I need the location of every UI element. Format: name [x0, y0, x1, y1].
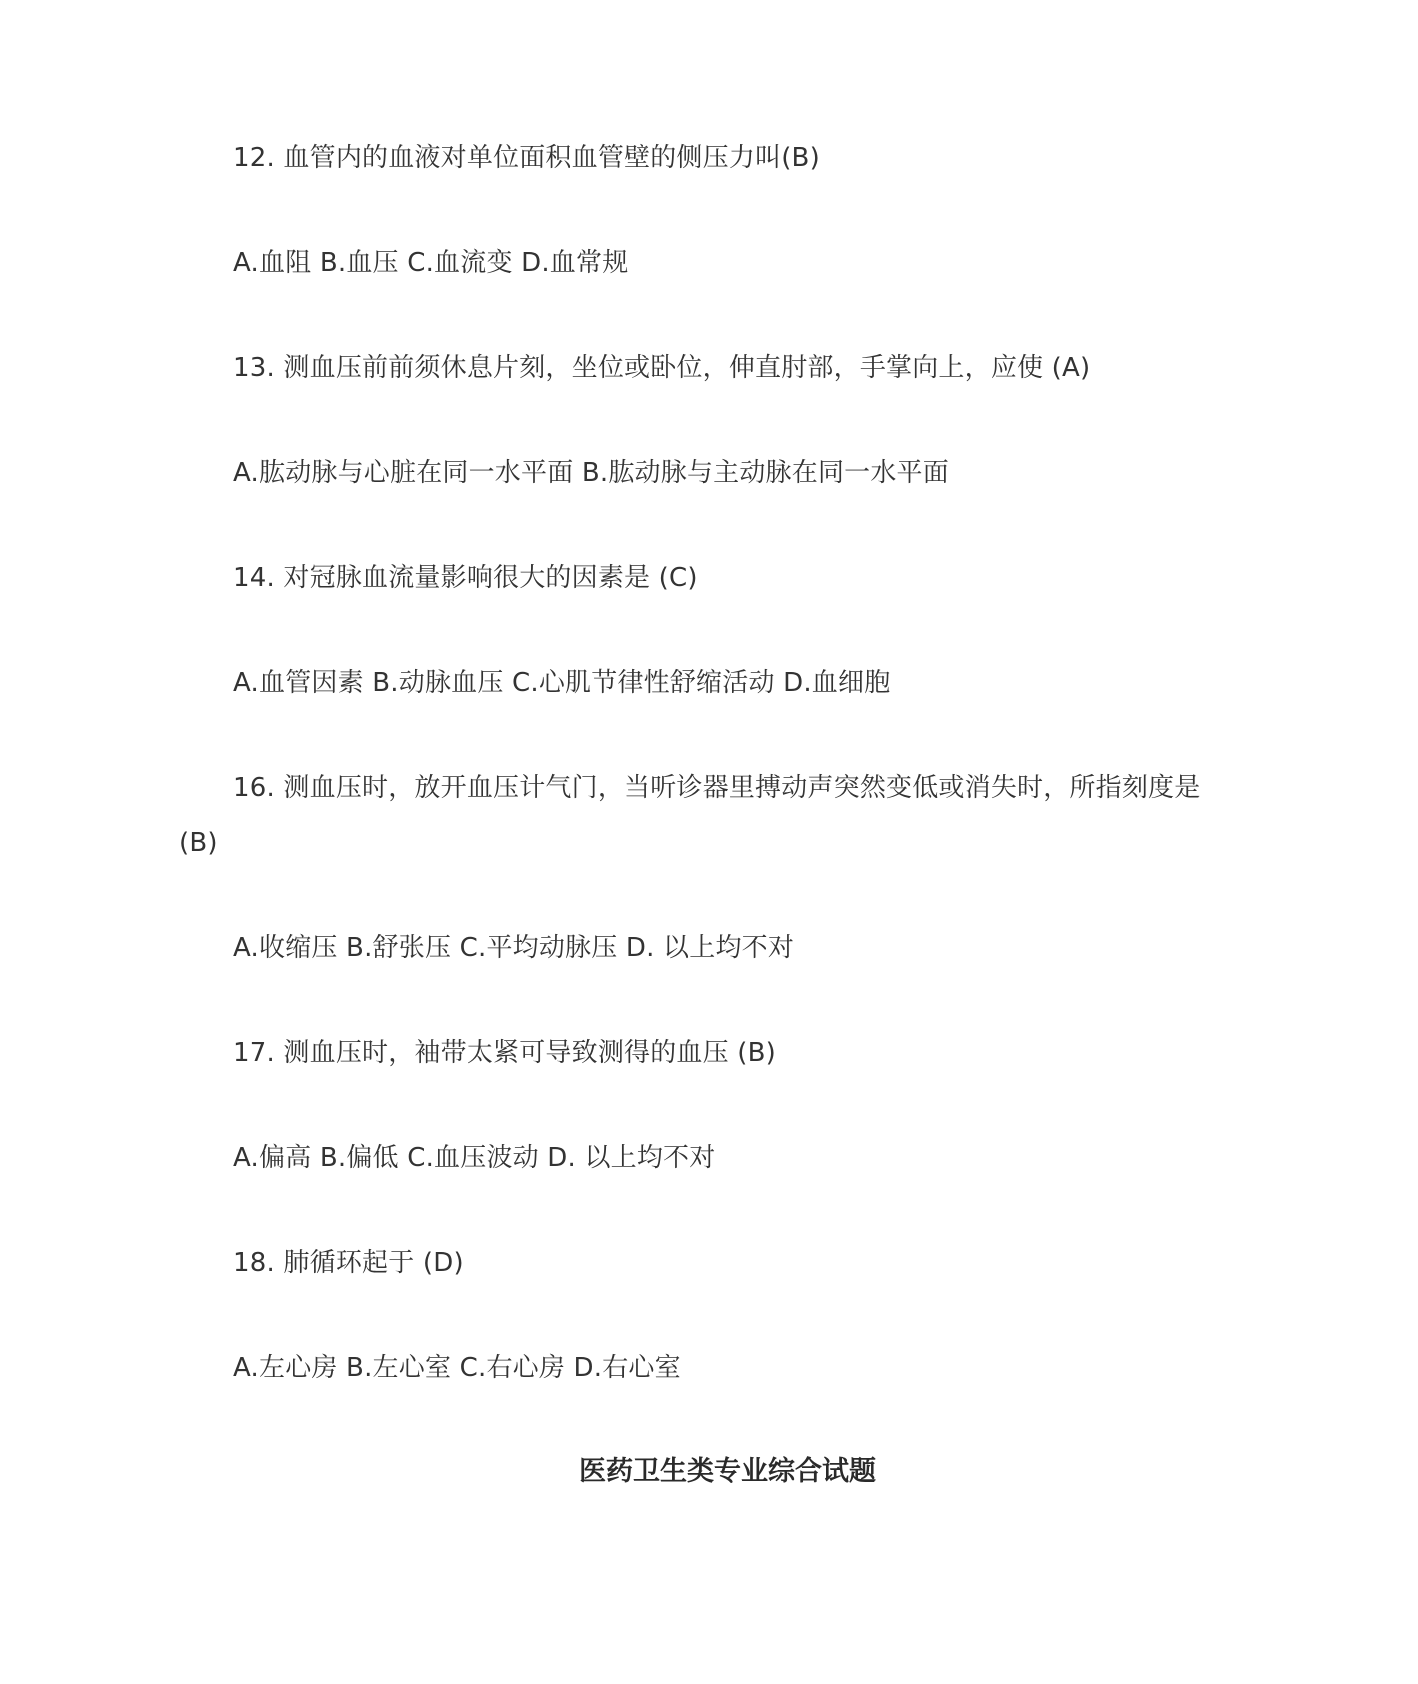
options-14: A.血管因素 B.动脉血压 C.心肌节律性舒缩活动 D.血细胞 — [233, 668, 891, 698]
question-18: 18. 肺循环起于 (D) — [233, 1248, 464, 1278]
question-16: 16. 测血压时，放开血压计气门，当听诊器里搏动声突然变低或消失时，所指刻度是 — [233, 773, 1201, 803]
options-16: A.收缩压 B.舒张压 C.平均动脉压 D. 以上均不对 — [233, 933, 795, 963]
options-18: A.左心房 B.左心室 C.右心房 D.右心室 — [233, 1353, 681, 1383]
question-17: 17. 测血压时，袖带太紧可导致测得的血压 (B) — [233, 1038, 777, 1068]
options-13: A.肱动脉与心脏在同一水平面 B.肱动脉与主动脉在同一水平面 — [233, 458, 949, 488]
question-14: 14. 对冠脉血流量影响很大的因素是 (C) — [233, 563, 698, 593]
question-12: 12. 血管内的血液对单位面积血管壁的侧压力叫(B) — [233, 143, 820, 173]
options-17: A.偏高 B.偏低 C.血压波动 D. 以上均不对 — [233, 1143, 716, 1173]
section-heading: 医药卫生类专业综合试题 — [579, 1456, 876, 1487]
options-12: A.血阻 B.血压 C.血流变 D.血常规 — [233, 248, 629, 278]
question-13: 13. 测血压前前须休息片刻，坐位或卧位，伸直肘部，手掌向上，应使 (A) — [233, 353, 1091, 383]
question-16-continuation: (B) — [179, 828, 218, 858]
